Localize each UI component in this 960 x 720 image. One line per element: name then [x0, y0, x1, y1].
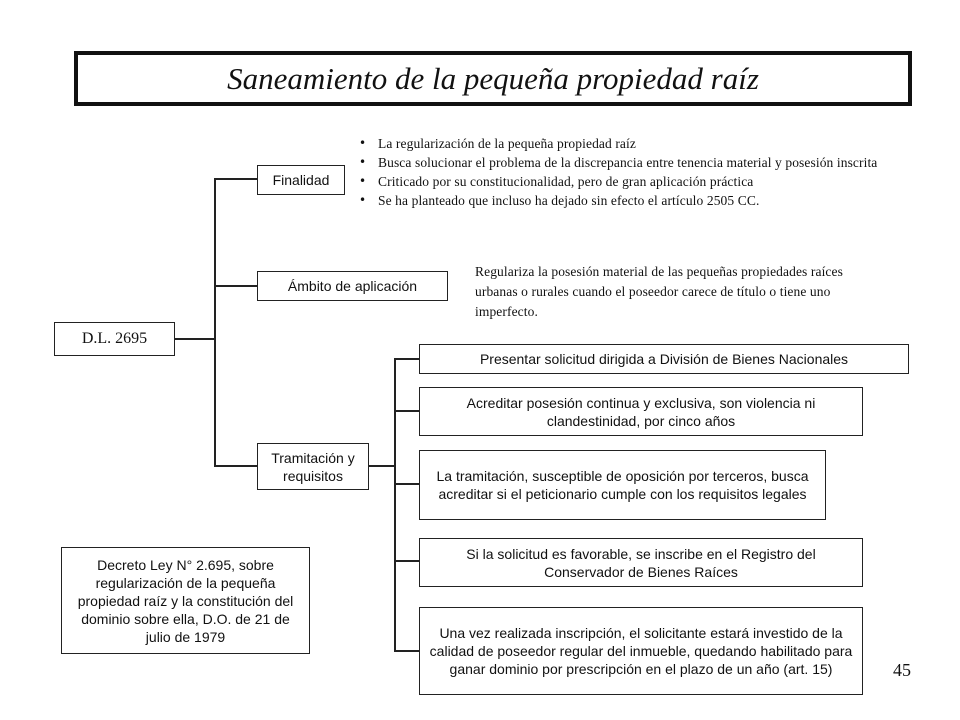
root-node-label: D.L. 2695 [81, 330, 148, 347]
connector-tramitacion [214, 465, 258, 467]
step-text: Si la solicitud es favorable, se inscribe en el Registro del Conservador de Bienes Raíces [466, 545, 816, 580]
step-tramitacion-oposicion [419, 450, 826, 520]
branch-finalidad-label: Finalidad [272, 172, 330, 188]
step-text: Acreditar posesión continua y exclusiva, son violencia ni clandestinidad, por cinco años [466, 394, 816, 429]
finalidad-point: • Se ha planteado que incluso ha dejado sin efecto el artículo 2505 CC. [356, 192, 881, 209]
finalidad-points [356, 135, 881, 211]
page-number: 45 [893, 660, 911, 680]
slide-title: Saneamiento de la pequeña propiedad raíz [227, 60, 759, 96]
branch-tramitacion [257, 443, 369, 490]
title-frame [74, 51, 912, 106]
connector-step-4 [394, 560, 420, 562]
step-text: Presentar solicitud dirigida a División de Bienes Nacionales [479, 351, 849, 367]
connector-root-right [174, 338, 216, 340]
connector-step-5 [394, 650, 420, 652]
connector-finalidad [214, 178, 258, 180]
connector-ambito [214, 285, 258, 287]
step-poseedor-regular [419, 607, 863, 695]
finalidad-point: • Criticado por su constitucionalidad, pero de gran aplicación práctica [356, 173, 881, 190]
step-text: La tramitación, susceptible de oposición por terceros, busca acreditar si el peticionario cumple con los requisitos legales [436, 468, 809, 502]
connector-tramitacion-right [368, 465, 396, 467]
branch-tramitacion-label: Tramitación y requisitos [271, 449, 355, 484]
decree-note-text: Decreto Ley N° 2.695, sobre regularización de la pequeña propiedad raíz y la constitución del dominio sobre ella, D.O. de 21 de julio de 1979 [77, 556, 294, 645]
finalidad-point: • Busca solucionar el problema de la discrepancia entre tenencia material y posesión inscrita [356, 154, 881, 171]
step-presentar-solicitud [419, 344, 909, 374]
branch-ambito-label: Ámbito de aplicación [287, 278, 418, 294]
connector-step-3 [394, 483, 420, 485]
step-inscripcion-registro [419, 538, 863, 587]
connector-step-1 [394, 358, 420, 360]
root-node-dl-2695 [54, 322, 175, 356]
finalidad-point: • La regularización de la pequeña propiedad raíz [356, 135, 881, 152]
decree-note [61, 547, 310, 654]
step-acreditar-posesion [419, 387, 863, 436]
branch-finalidad [257, 165, 345, 195]
connector-step-2 [394, 410, 420, 412]
connector-main-vertical [214, 178, 216, 467]
branch-ambito [257, 271, 448, 301]
connector-steps-vertical [394, 358, 396, 651]
ambito-description: Regulariza la posesión material de las pequeñas propiedades raíces urbanas o rurales cuando el poseedor carece de título o tiene uno imperfecto. [475, 264, 843, 319]
step-text: Una vez realizada inscripción, el solicitante estará investido de la calidad de poseedor regular del inmueble, quedando habilitado para ganar dominio por prescripción en el plazo de un año (art. 15) [429, 625, 853, 677]
